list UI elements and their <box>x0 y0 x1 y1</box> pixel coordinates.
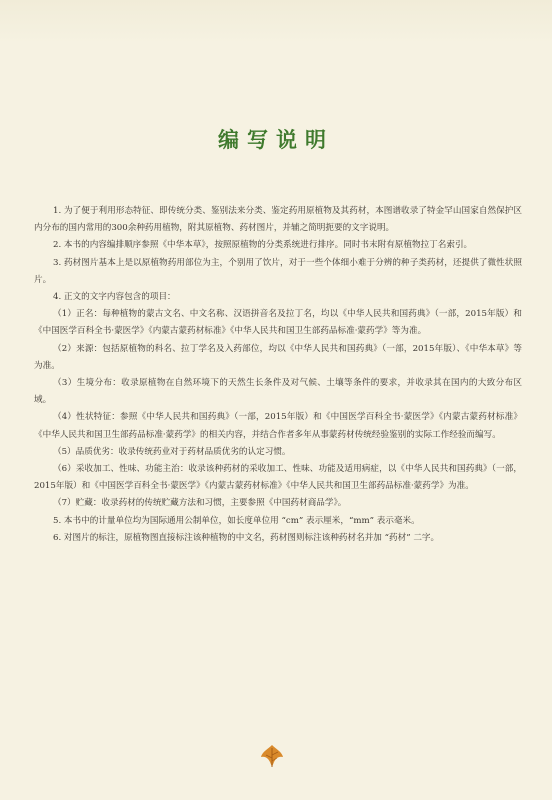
paragraph: （1）正名：每种植物的蒙古文名、中文名称、汉语拼音名及拉丁名，均以《中华人民共和国药典》（一部，2015年版）和《中国医学百科全书·蒙医学》《内蒙古蒙药材标准》《中华人民共和国卫生部药品标准·蒙药学》等为准。 <box>34 309 522 337</box>
paragraph: 6. 对图片的标注，原植物图直接标注该种植物的中文名，药材图则标注该种药材名并加 “药材” 二字。 <box>53 532 440 543</box>
page-title: 编写说明 <box>218 127 334 152</box>
paragraph: （4）性状特征：参照《中华人民共和国药典》（一部，2015年版）和《中国医学百科全书·蒙医学》《内蒙古蒙药材标准》《中华人民共和国卫生部药品标准·蒙药学》的相关内容，并结合作者多年从事蒙药材传统经验鉴别的实际工作经验而编写。 <box>34 412 522 440</box>
top-band <box>0 0 552 44</box>
paragraph: （3）生境分布：收录原植物在自然环境下的天然生长条件及对气候、土壤等条件的要求，并收录其在国内的大致分布区域。 <box>34 378 522 406</box>
body-text <box>34 203 522 547</box>
paragraph: （5）品质优劣：收录传统药业对于药材品质优劣的认定习惯。 <box>53 446 291 457</box>
paragraph: （2）来源：包括原植物的科名、拉丁学名及入药部位，均以《中华人民共和国药典》（一部，2015年版）、《中华本草》等为准。 <box>34 343 522 371</box>
paragraph: （7）贮藏：收录药材的传统贮藏方法和习惯，主要参照《中国药材商品学》。 <box>53 498 347 509</box>
paragraph: 1. 为了便于利用形态特征、即传统分类、鉴别法来分类、鉴定药用原植物及其药材，本图谱收录了特金罕山国家自然保护区内分布的国内常用的300余种药用植物，附其原植物、药材图片，并辅之简明扼要的文字说明。 <box>34 206 522 234</box>
paragraph: 5. 本书中的计量单位均为国际通用公制单位，如长度单位用 “cm” 表示厘米，“mm” 表示毫米。 <box>53 515 420 526</box>
paragraph: 2. 本书的内容编排顺序参照《中华本草》，按照原植物的分类系统进行排序。同时书末附有原植物拉丁名索引。 <box>53 240 473 251</box>
paragraph: 3. 药材图片基本上是以原植物药用部位为主，个别用了饮片，对于一些个体细小难于分辨的种子类药材，还提供了微性状照片。 <box>34 257 522 285</box>
leaf-icon <box>259 743 285 769</box>
paragraph: 4. 正文的文字内容包含的项目： <box>53 292 176 303</box>
paragraph: （6）采收加工、性味、功能主治：收录该种药材的采收加工、性味、功能及适用病症，以《中华人民共和国药典》（一部，2015年版）和《中国医学百科全书·蒙医学》《内蒙古蒙药材标准》《中华人民共和国卫生部药品标准·蒙药学》为准。 <box>34 464 522 492</box>
